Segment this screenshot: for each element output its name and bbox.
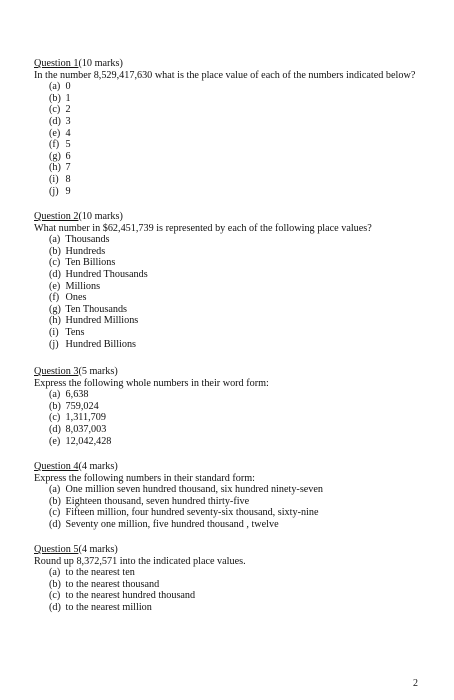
item-letter: (g) bbox=[49, 150, 61, 162]
item-letter: (a) bbox=[49, 234, 61, 246]
item-letter: (i) bbox=[49, 326, 59, 338]
item-text: Millions bbox=[65, 280, 101, 292]
question-marks: (10 marks) bbox=[78, 211, 123, 222]
item-text: to the nearest thousand bbox=[65, 578, 160, 590]
list-item bbox=[34, 269, 434, 281]
list-item bbox=[34, 315, 434, 327]
list-item bbox=[34, 339, 434, 351]
question-items bbox=[34, 389, 434, 447]
list-item bbox=[34, 496, 434, 508]
item-text: to the nearest million bbox=[65, 601, 152, 613]
item-letter: (i) bbox=[49, 173, 59, 185]
item-letter: (c) bbox=[49, 507, 61, 519]
item-text: Hundred Millions bbox=[65, 315, 139, 327]
list-item bbox=[34, 304, 434, 316]
item-text: Hundreds bbox=[65, 245, 106, 257]
item-text: 5 bbox=[65, 139, 71, 151]
item-letter: (h) bbox=[49, 162, 61, 174]
item-text: 1 bbox=[65, 92, 71, 104]
item-text: 3 bbox=[65, 115, 71, 127]
item-text: 8 bbox=[65, 173, 71, 185]
item-letter: (e) bbox=[49, 435, 61, 447]
question-prompt: Express the following whole numbers in their word form: bbox=[34, 377, 269, 389]
question-prompt: In the number 8,529,417,630 what is the place value of each of the numbers indicated below? bbox=[34, 69, 416, 81]
list-item bbox=[34, 93, 434, 105]
item-letter: (f) bbox=[49, 292, 60, 304]
question-marks: (4 marks) bbox=[78, 544, 118, 555]
item-text: 7 bbox=[65, 162, 71, 174]
item-text: to the nearest ten bbox=[65, 567, 135, 579]
page-number: 2 bbox=[413, 678, 418, 689]
question-items bbox=[34, 567, 434, 613]
item-letter: (f) bbox=[49, 139, 60, 151]
item-letter: (a) bbox=[49, 567, 61, 579]
question-name: Question 5 bbox=[34, 544, 79, 555]
question-4 bbox=[34, 461, 434, 531]
question-marks: (10 marks) bbox=[78, 58, 123, 69]
item-letter: (j) bbox=[49, 185, 59, 197]
list-item bbox=[34, 519, 434, 531]
item-letter: (d) bbox=[49, 601, 61, 613]
list-item bbox=[34, 81, 434, 93]
list-item bbox=[34, 116, 434, 128]
question-name: Question 1 bbox=[34, 58, 79, 69]
item-letter: (h) bbox=[49, 315, 61, 327]
question-name: Question 2 bbox=[34, 211, 79, 222]
item-letter: (j) bbox=[49, 338, 59, 350]
list-item bbox=[34, 602, 434, 614]
list-item bbox=[34, 234, 434, 246]
item-text: 2 bbox=[65, 104, 71, 116]
item-text: Eighteen thousand, seven hundred thirty-five bbox=[65, 495, 250, 507]
list-item bbox=[34, 104, 434, 116]
list-item bbox=[34, 257, 434, 269]
item-letter: (b) bbox=[49, 92, 61, 104]
question-items bbox=[34, 484, 434, 530]
item-text: Hundred Billions bbox=[65, 338, 137, 350]
item-letter: (c) bbox=[49, 590, 61, 602]
item-letter: (a) bbox=[49, 81, 61, 93]
question-5 bbox=[34, 544, 434, 614]
list-item bbox=[34, 128, 434, 140]
item-letter: (c) bbox=[49, 257, 61, 269]
question-title bbox=[34, 461, 434, 473]
item-letter: (b) bbox=[49, 578, 61, 590]
question-items bbox=[34, 234, 434, 350]
question-title bbox=[34, 58, 434, 70]
item-letter: (g) bbox=[49, 303, 61, 315]
item-letter: (b) bbox=[49, 400, 61, 412]
list-item bbox=[34, 424, 434, 436]
item-text: Ten Thousands bbox=[65, 303, 128, 315]
list-item bbox=[34, 327, 434, 339]
item-letter: (b) bbox=[49, 495, 61, 507]
item-text: 8,037,003 bbox=[65, 423, 107, 435]
list-item bbox=[34, 579, 434, 591]
question-title bbox=[34, 211, 434, 223]
question-3 bbox=[34, 366, 434, 447]
item-letter: (a) bbox=[49, 389, 61, 401]
item-letter: (c) bbox=[49, 412, 61, 424]
item-text: Thousands bbox=[65, 234, 110, 246]
question-marks: (5 marks) bbox=[78, 366, 118, 377]
item-text: One million seven hundred thousand, six hundred ninety-seven bbox=[65, 484, 324, 496]
question-prompt: Express the following numbers in their standard form: bbox=[34, 472, 255, 484]
list-item bbox=[34, 162, 434, 174]
question-title bbox=[34, 544, 434, 556]
question-items bbox=[34, 81, 434, 197]
list-item bbox=[34, 281, 434, 293]
question-1 bbox=[34, 58, 434, 197]
list-item bbox=[34, 389, 434, 401]
list-item bbox=[34, 507, 434, 519]
list-item bbox=[34, 151, 434, 163]
item-text: 759,024 bbox=[65, 400, 99, 412]
list-item bbox=[34, 567, 434, 579]
item-letter: (e) bbox=[49, 280, 61, 292]
item-letter: (d) bbox=[49, 268, 61, 280]
item-text: Ones bbox=[65, 292, 87, 304]
item-text: 1,311,709 bbox=[65, 412, 106, 424]
item-text: 6,638 bbox=[65, 389, 89, 401]
question-2 bbox=[34, 211, 434, 350]
item-text: 0 bbox=[65, 81, 71, 93]
item-text: 9 bbox=[65, 185, 71, 197]
list-item bbox=[34, 186, 434, 198]
question-prompt: What number in $62,451,739 is represented by each of the following place values? bbox=[34, 222, 372, 234]
list-item bbox=[34, 401, 434, 413]
list-item bbox=[34, 436, 434, 448]
question-marks: (4 marks) bbox=[78, 461, 118, 472]
item-text: Hundred Thousands bbox=[65, 268, 148, 280]
question-name: Question 4 bbox=[34, 461, 79, 472]
item-text: Fifteen million, four hundred seventy-six thousand, sixty-nine bbox=[65, 507, 319, 519]
item-text: to the nearest hundred thousand bbox=[65, 590, 196, 602]
item-text: 6 bbox=[65, 150, 71, 162]
item-letter: (d) bbox=[49, 518, 61, 530]
list-item bbox=[34, 590, 434, 602]
item-letter: (e) bbox=[49, 127, 61, 139]
question-prompt: Round up 8,372,571 into the indicated place values. bbox=[34, 555, 246, 567]
list-item bbox=[34, 246, 434, 258]
item-text: Tens bbox=[65, 326, 85, 338]
item-text: 4 bbox=[65, 127, 71, 139]
question-name: Question 3 bbox=[34, 366, 79, 377]
list-item bbox=[34, 292, 434, 304]
list-item bbox=[34, 174, 434, 186]
list-item bbox=[34, 139, 434, 151]
item-letter: (a) bbox=[49, 484, 61, 496]
item-letter: (c) bbox=[49, 104, 61, 116]
item-letter: (d) bbox=[49, 115, 61, 127]
item-text: Seventy one million, five hundred thousand , twelve bbox=[65, 518, 279, 530]
list-item bbox=[34, 412, 434, 424]
question-title bbox=[34, 366, 434, 378]
item-letter: (d) bbox=[49, 423, 61, 435]
item-text: Ten Billions bbox=[65, 257, 116, 269]
list-item bbox=[34, 484, 434, 496]
item-text: 12,042,428 bbox=[65, 435, 112, 447]
item-letter: (b) bbox=[49, 245, 61, 257]
